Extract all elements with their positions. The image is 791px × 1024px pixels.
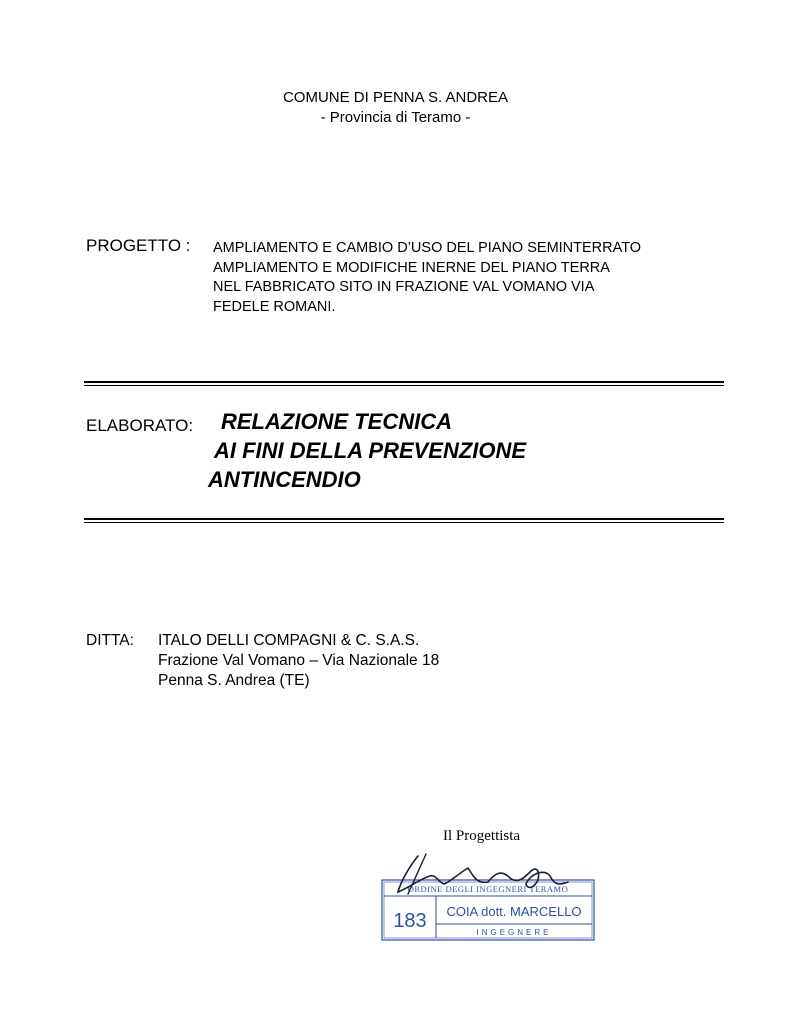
- stamp-top-text: ORDINE DEGLI INGEGNERI TERAMO: [407, 884, 569, 894]
- divider-top-thin: [84, 385, 724, 386]
- progetto-description: [213, 239, 641, 317]
- ditta-address: Frazione Val Vomano – Via Nazionale 18: [158, 652, 440, 669]
- elaborato-title-line: ANTINCENDIO: [208, 467, 361, 492]
- ditta-company: ITALO DELLI COMPAGNI & C. S.A.S.: [158, 632, 420, 649]
- elaborato-title-line: AI FINI DELLA PREVENZIONE: [214, 438, 527, 463]
- elaborato-label: ELABORATO:: [86, 416, 194, 435]
- progetto-line: AMPLIAMENTO E CAMBIO D’USO DEL PIANO SEMINTERRATO: [213, 240, 642, 256]
- progetto-label: PROGETTO :: [86, 236, 191, 255]
- stamp-number: 183: [393, 910, 427, 932]
- ditta-city: Penna S. Andrea (TE): [158, 672, 310, 689]
- header-comune: COMUNE DI PENNA S. ANDREA: [282, 89, 509, 106]
- ditta-label: DITTA:: [86, 632, 134, 649]
- signature-label: Il Progettista: [443, 828, 521, 844]
- divider-bottom: [84, 518, 724, 520]
- stamp-name: COIA dott. MARCELLO: [446, 904, 582, 919]
- engineer-stamp: [378, 848, 598, 948]
- elaborato-title-line: RELAZIONE TECNICA: [221, 409, 452, 434]
- divider-top: [84, 381, 724, 383]
- progetto-line: AMPLIAMENTO E MODIFICHE INERNE DEL PIANO TERRA: [213, 259, 610, 276]
- progetto-line: NEL FABBRICATO SITO IN FRAZIONE VAL VOMANO VIA: [213, 279, 595, 295]
- stamp-title: INGEGNERE: [476, 928, 552, 937]
- divider-bottom-thin: [84, 522, 724, 523]
- ditta-details: [158, 631, 439, 691]
- progetto-line: FEDELE ROMANI.: [213, 298, 336, 315]
- header-provincia: - Provincia di Teramo -: [320, 109, 471, 126]
